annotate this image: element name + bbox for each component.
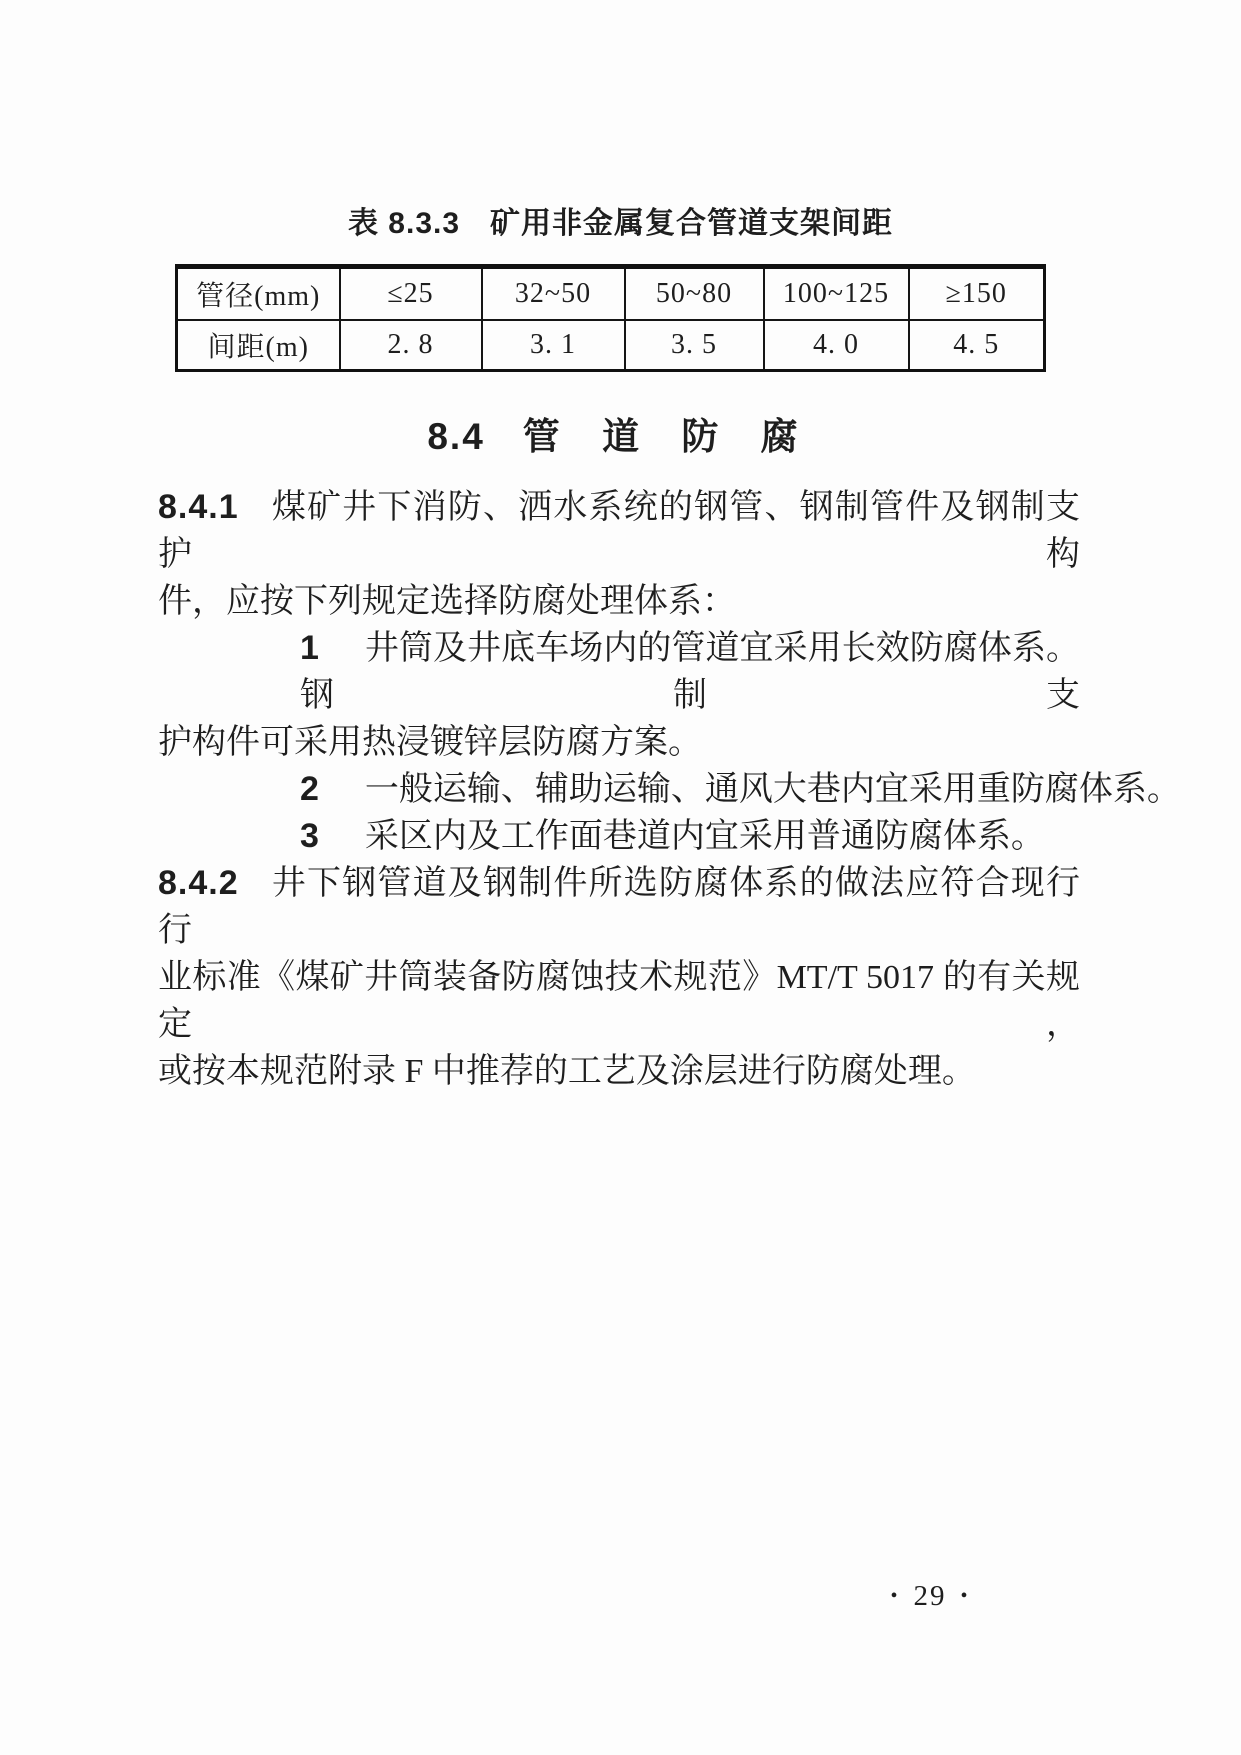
table-header-row — [177, 267, 1045, 321]
table-cell-spacing-label: 间距(m) — [177, 320, 340, 371]
clause-text: 或按本规范附录 F 中推荐的工艺及涂层进行防腐处理。 — [158, 1053, 976, 1090]
clause-text: 采区内及工作面巷道内宜采用普通防腐体系。 — [364, 818, 1045, 855]
clause-text: 井下钢管道及钢制件所选防腐体系的做法应符合现行行 — [158, 865, 1080, 949]
list-item-line — [158, 625, 1080, 719]
table-caption-title: 矿用非金属复合管道支架间距 — [490, 207, 894, 240]
clause-line — [158, 484, 1080, 578]
clause-line — [158, 578, 1080, 625]
section-number: 8.4 — [427, 416, 485, 457]
table-cell: 100~125 — [764, 267, 909, 321]
clause-line — [158, 719, 1080, 766]
clause-text: 护构件可采用热浸镀锌层防腐方案。 — [158, 724, 702, 761]
table-cell: 4. 5 — [909, 320, 1045, 371]
clause-text: 一般运输、辅助运输、通风大巷内宜采用重防腐体系。 — [364, 771, 1181, 808]
table-cell: ≥150 — [909, 267, 1045, 321]
item-number: 1 — [300, 629, 319, 667]
table-cell: 32~50 — [482, 267, 625, 321]
table-cell: 3. 5 — [625, 320, 764, 371]
table-cell: 2. 8 — [340, 320, 482, 371]
page-number-dot-right: • — [960, 1585, 970, 1607]
table-cell: 3. 1 — [482, 320, 625, 371]
table-cell: 50~80 — [625, 267, 764, 321]
item-number: 3 — [300, 817, 319, 855]
table-cell-diameter-label: 管径(mm) — [177, 267, 340, 321]
list-item-line — [158, 813, 1080, 860]
page-number — [840, 1578, 1020, 1614]
page-number-value: 29 — [913, 1580, 947, 1612]
table-caption — [0, 204, 1241, 244]
table-caption-label: 表 8.3.3 — [347, 207, 461, 240]
clause-text: 井筒及井底车场内的管道宜采用长效防腐体系。钢制支 — [300, 630, 1080, 714]
list-item-line — [158, 766, 1181, 813]
item-number: 2 — [300, 770, 319, 808]
clause-text: 件，应按下列规定选择防腐处理体系： — [158, 583, 736, 620]
clause-number: 8.4.2 — [158, 864, 239, 902]
section-heading — [0, 414, 1241, 460]
support-spacing-table — [175, 264, 1043, 372]
clause-number: 8.4.1 — [158, 488, 239, 526]
clause-line — [158, 860, 1080, 954]
section-title: 管 道 防 腐 — [522, 416, 814, 457]
clause-text: 业标准《煤矿井筒装备防腐蚀技术规范》MT/T 5017 的有关规定， — [158, 959, 1080, 1043]
table-cell: 4. 0 — [764, 320, 909, 371]
page-number-dot-left: • — [890, 1585, 900, 1607]
table-cell: ≤25 — [340, 267, 482, 321]
table-data-row — [177, 320, 1045, 371]
body-text — [158, 484, 1181, 1095]
clause-line — [158, 954, 1080, 1048]
clause-text: 煤矿井下消防、洒水系统的钢管、钢制管件及钢制支护构 — [158, 489, 1080, 573]
clause-line — [158, 1048, 1080, 1095]
